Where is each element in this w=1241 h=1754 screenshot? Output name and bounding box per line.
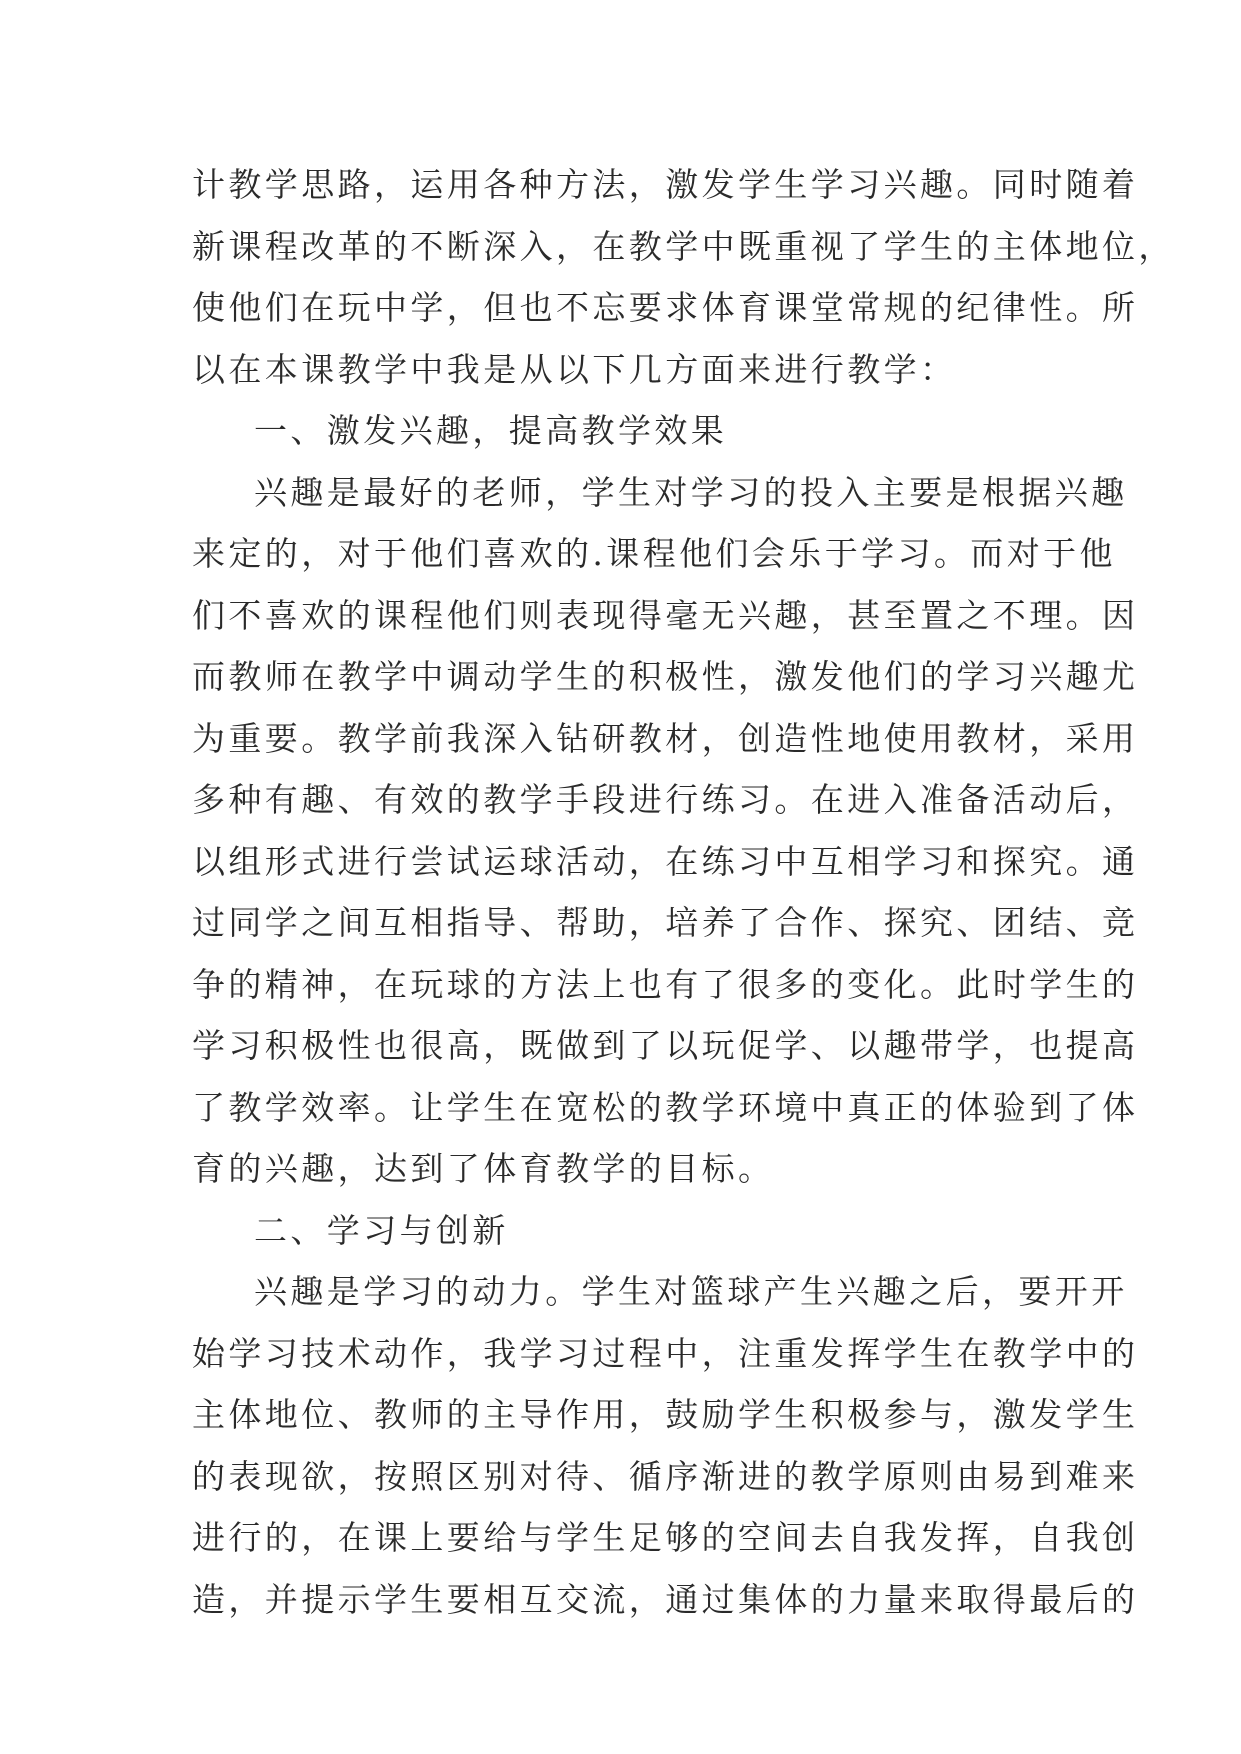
text-line: 而教师在教学中调动学生的积极性，激发他们的学习兴趣尤 [192, 657, 1139, 696]
text-line: 始学习技术动作，我学习过程中，注重发挥学生在教学中的 [192, 1333, 1139, 1373]
text-line: 使他们在玩中学，但也不忘要求体育课堂常规的纪律性。所 [192, 288, 1139, 327]
text-line: 多种有趣、有效的教学手段进行练习。在进入准备活动后， [192, 780, 1139, 819]
text-line: 主体地位、教师的主导作用，鼓励学生积极参与，激发学生 [192, 1395, 1139, 1434]
text-line: 以组形式进行尝试运球活动，在练习中互相学习和探究。通 [192, 841, 1139, 881]
text-line: 兴趣是最好的老师，学生对学习的投入主要是根据兴趣 [254, 472, 1128, 512]
text-line: 学习积极性也很高，既做到了以玩促学、以趣带学，也提高 [192, 1026, 1139, 1065]
text-line: 为重要。教学前我深入钻研教材，创造性地使用教材，采用 [192, 718, 1139, 758]
text-line: 的表现欲，按照区别对待、循序渐进的教学原则由易到难来 [192, 1456, 1139, 1496]
text-line: 造，并提示学生要相互交流，通过集体的力量来取得最后的 [192, 1579, 1139, 1619]
text-line: 一、激发兴趣，提高教学效果 [254, 411, 728, 450]
text-line: 新课程改革的不断深入，在教学中既重视了学生的主体地位， [192, 226, 1175, 266]
text-line: 二、学习与创新 [254, 1210, 509, 1250]
text-line: 育的兴趣，达到了体育教学的目标。 [192, 1149, 775, 1188]
text-line: 们不喜欢的课程他们则表现得毫无兴趣，甚至置之不理。因 [192, 595, 1139, 635]
text-line: 以在本课教学中我是从以下几方面来进行教学： [192, 349, 957, 389]
text-line: 计教学思路，运用各种方法，激发学生学习兴趣。同时随着 [192, 165, 1139, 204]
text-line: 争的精神，在玩球的方法上也有了很多的变化。此时学生的 [192, 964, 1139, 1004]
text-line: 过同学之间互相指导、帮助，培养了合作、探究、团结、竞 [192, 903, 1139, 942]
text-line: 来定的，对于他们喜欢的.课程他们会乐于学习。而对于他 [192, 534, 1116, 573]
document-body [192, 154, 1175, 1630]
text-line: 兴趣是学习的动力。学生对篮球产生兴趣之后，要开开 [254, 1272, 1128, 1311]
text-line: 了教学效率。让学生在宽松的教学环境中真正的体验到了体 [192, 1087, 1139, 1127]
text-line: 进行的，在课上要给与学生足够的空间去自我发挥，自我创 [192, 1518, 1139, 1557]
